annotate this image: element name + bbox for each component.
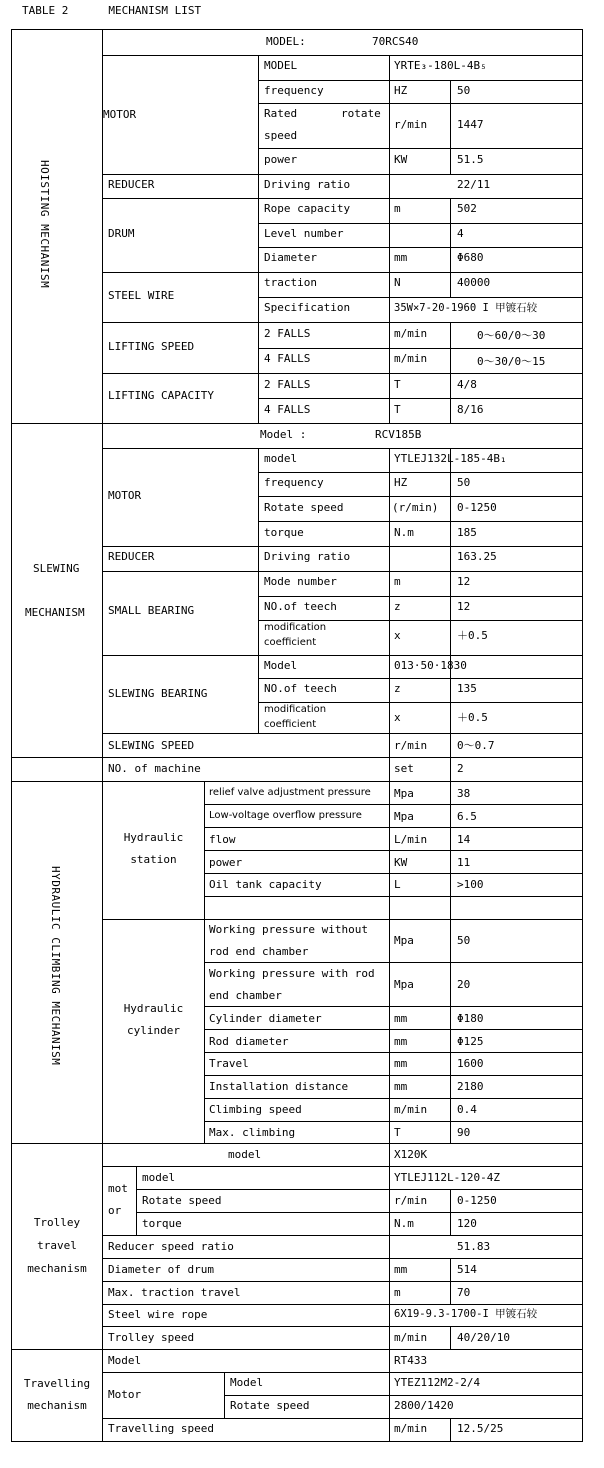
travelling-model-value: RT433 [394,1354,428,1367]
slewing-section-label-2: MECHANISM [25,606,85,619]
climbing-oil-tank-value: >100 [457,878,484,891]
trolley-max-traction-unit: m [394,1286,401,1299]
slewing-torque-value: 185 [457,526,477,539]
hoisting-diameter-unit: mm [394,251,408,264]
travelling-motor-model-value: YTEZ112M2-2/4 [394,1376,481,1389]
climbing-install-value: 2180 [457,1080,484,1093]
trolley-speed-unit: m/min [394,1331,428,1344]
climbing-rod-diameter-unit: mm [394,1035,408,1048]
hoisting-frequency-unit: HZ [394,84,408,97]
machine-value: 2 [457,762,464,775]
hoisting-falls2-cap-label: 2 FALLS [264,378,311,391]
climbing-lowvolt-label: Low-voltage overflow pressure [209,810,362,821]
slewing-sb-model-value: 013·50·1830 [394,659,467,672]
hoisting-rated-value: 1447 [457,118,484,131]
climbing-oil-tank-label: Oil tank capacity [209,878,322,891]
climbing-travel-value: 1600 [457,1057,484,1070]
hoisting-diameter-label: Diameter [264,251,317,264]
trolley-speed-label: Trolley speed [108,1331,195,1344]
trolley-drum-diameter-unit: mm [394,1263,408,1276]
slewing-section-label-1: SLEWING [33,562,80,575]
climbing-climb-speed-value: 0.4 [457,1103,477,1116]
slewing-rotate-speed-value: 0-1250 [457,501,497,514]
slewing-speed-unit: r/min [394,739,428,752]
slewing-torque-label: torque [264,526,304,539]
slewing-mode-number-label: Mode number [264,575,337,588]
hoisting-lifting-capacity-label: LIFTING CAPACITY [108,389,214,402]
hoisting-specification-label: Specification [264,301,351,314]
hoisting-motor-model-value: YRTE₃-180L-4B₅ [394,59,487,72]
trolley-model-value: X120K [394,1148,428,1161]
slewing-motor-model-label: model [264,452,298,465]
climbing-wp-with-unit: Mpa [394,978,414,991]
climbing-power-unit: KW [394,856,408,869]
hoisting-rated-label-2: rotate [341,107,381,120]
trolley-drum-diameter-label: Diameter of drum [108,1263,214,1276]
climbing-install-unit: mm [394,1080,408,1093]
trolley-speed-value: 40/20/10 [457,1331,510,1344]
trolley-model-label: model [228,1148,262,1161]
travelling-motor-model-label: Model [230,1376,264,1389]
climbing-lowvolt-value: 6.5 [457,810,477,823]
hoisting-falls2-cap-value: 4/8 [457,378,477,391]
table-number: TABLE 2 [22,4,69,17]
trolley-rotate-speed-unit: r/min [394,1194,428,1207]
climbing-cyl-diameter-label: Cylinder diameter [209,1012,322,1025]
hoisting-section-label: HOISTING MECHANISM [38,160,51,289]
climbing-flow-value: 14 [457,833,471,846]
hoisting-falls4-cap-value: 8/16 [457,403,484,416]
slewing-modification-value: ＋0.5 [457,629,488,642]
trolley-section-label-2: travel [37,1239,77,1252]
travelling-rotate-speed-label: Rotate speed [230,1399,310,1412]
hoisting-rope-capacity-label: Rope capacity [264,202,351,215]
travelling-model-label: Model [108,1354,142,1367]
trolley-max-traction-value: 70 [457,1286,471,1299]
slewing-sb-teech-value: 135 [457,682,477,695]
hoisting-power-value: 51.5 [457,153,484,166]
trolley-motor-label-1: mot [108,1182,128,1195]
slewing-modification-label-1: modification [264,622,327,633]
climbing-cylinder-label-1: Hydraulic [123,1002,184,1015]
travelling-speed-label: Travelling speed [108,1422,214,1435]
slewing-sb-mod-value: ＋0.5 [457,711,488,724]
climbing-wp-without-label-1: Working pressure without [209,923,368,936]
travelling-motor-label: Motor [108,1388,142,1401]
hoisting-rated-label-1: Rated [264,107,298,120]
trolley-section-label-3: mechanism [27,1262,87,1275]
trolley-motor-model-value: YTLEJ112L-120-4Z [394,1171,500,1184]
trolley-reducer-ratio-label: Reducer speed ratio [108,1240,234,1253]
hoisting-level-number-label: Level number [264,227,344,240]
travelling-section-label-2: mechanism [27,1399,87,1412]
slewing-teech-label: NO.of teech [264,600,337,613]
hoisting-model-value: 70RCS40 [372,35,419,48]
climbing-power-value: 11 [457,856,471,869]
hoisting-rope-capacity-unit: m [394,202,401,215]
trolley-rotate-speed-label: Rotate speed [142,1194,222,1207]
hoisting-reducer-label: REDUCER [108,178,155,191]
slewing-mode-number-value: 12 [457,575,471,588]
climbing-station-label-2: station [130,853,177,866]
climbing-cylinder-label-2: cylinder [127,1024,180,1037]
climbing-max-climb-label: Max. climbing [209,1126,296,1139]
hoisting-rated-unit: r/min [394,118,428,131]
hoisting-driving-ratio-value: 22/11 [457,178,491,191]
climbing-cyl-diameter-unit: mm [394,1012,408,1025]
slewing-rotate-speed-label: Rotate speed [264,501,344,514]
trolley-rotate-speed-value: 0-1250 [457,1194,497,1207]
hoisting-falls2-speed-unit: m/min [394,327,428,340]
hoisting-frequency-value: 50 [457,84,471,97]
trolley-torque-unit: N.m [394,1217,414,1230]
slewing-sb-mod-unit: x [394,711,401,724]
climbing-power-label: power [209,856,243,869]
travelling-rotate-speed-value: 2800/1420 [394,1399,454,1412]
hoisting-drum-label: DRUM [108,227,135,240]
slewing-model-value: RCV185B [375,428,422,441]
slewing-sb-mod-label-1: modification [264,704,327,715]
hoisting-traction-label: traction [264,276,317,289]
slewing-mode-number-unit: m [394,575,401,588]
hoisting-falls4-cap-label: 4 FALLS [264,403,311,416]
climbing-wp-with-label-2: end chamber [209,989,282,1002]
slewing-modification-label-2: coefficient [264,637,317,648]
climbing-climb-speed-label: Climbing speed [209,1103,302,1116]
hoisting-power-label: power [264,153,298,166]
trolley-motor-label-2: or [108,1204,122,1217]
climbing-rod-diameter-label: Rod diameter [209,1035,289,1048]
climbing-flow-unit: L/min [394,833,428,846]
travelling-speed-unit: m/min [394,1422,428,1435]
hoisting-falls4-cap-unit: T [394,403,401,416]
slewing-speed-value: 0～0.7 [457,739,495,752]
trolley-drum-diameter-value: 514 [457,1263,477,1276]
climbing-station-label-1: Hydraulic [123,831,184,844]
slewing-modification-unit: x [394,629,401,642]
hoisting-rated-label-3: speed [264,129,298,142]
climbing-wp-with-label-1: Working pressure with rod [209,967,375,980]
hoisting-motor-label: MOTOR [103,108,137,121]
slewing-frequency-unit: HZ [394,476,408,489]
slewing-torque-unit: N.m [394,526,414,539]
slewing-teech-value: 12 [457,600,471,613]
trolley-torque-label: torque [142,1217,182,1230]
slewing-slewing-bearing-label: SLEWING BEARING [108,687,208,700]
hoisting-driving-ratio-label: Driving ratio [264,178,351,191]
slewing-motor-label: MOTOR [108,489,142,502]
hoisting-traction-value: 40000 [457,276,491,289]
slewing-sb-mod-label-2: coefficient [264,719,317,730]
climbing-wp-without-label-2: rod end chamber [209,945,309,958]
hoisting-rope-capacity-value: 502 [457,202,477,215]
slewing-frequency-value: 50 [457,476,471,489]
machine-label: NO. of machine [108,762,201,775]
trolley-reducer-ratio-value: 51.83 [457,1240,491,1253]
hoisting-specification-value: 35W×7-20-1960 I 甲镀石较 [394,302,538,314]
hoisting-falls4-speed-unit: m/min [394,352,428,365]
trolley-motor-model-label: model [142,1171,176,1184]
hoisting-falls2-speed-value: 0～60/0～30 [477,329,546,342]
hoisting-falls4-speed-value: 0～30/0～15 [477,355,546,368]
table-title: MECHANISM LIST [108,4,202,17]
climbing-cyl-diameter-value: Φ180 [457,1012,484,1025]
climbing-relief-value: 38 [457,787,471,800]
trolley-max-traction-label: Max. traction travel [108,1286,241,1299]
slewing-sb-teech-label: NO.of teech [264,682,337,695]
hoisting-lifting-speed-label: LIFTING SPEED [108,340,195,353]
slewing-speed-label: SLEWING SPEED [108,739,195,752]
machine-unit: set [394,762,414,775]
slewing-teech-unit: z [394,600,401,613]
slewing-frequency-label: frequency [264,476,324,489]
trolley-section-label-1: Trolley [33,1216,81,1229]
climbing-oil-tank-unit: L [394,878,401,891]
climbing-wp-with-value: 20 [457,978,471,991]
hoisting-motor-model-label: MODEL [264,59,298,72]
climbing-travel-label: Travel [209,1057,249,1070]
slewing-driving-ratio-label: Driving ratio [264,550,351,563]
hoisting-model-label: MODEL: [266,35,306,48]
slewing-motor-model-value: YTLEJ132L-185-4B₁ [394,452,507,465]
hoisting-traction-unit: N [394,276,401,289]
hoisting-falls2-cap-unit: T [394,378,401,391]
hoisting-falls2-speed-label: 2 FALLS [264,327,311,340]
slewing-small-bearing-label: SMALL BEARING [108,604,195,617]
trolley-wire-rope-value: 6X19-9.3-1700-I 甲镀石较 [394,1308,538,1320]
travelling-speed-value: 12.5/25 [457,1422,504,1435]
climbing-section-label: HYDRAULIC CLIMBING MECHANISM [49,866,62,1066]
climbing-rod-diameter-value: Φ125 [457,1035,484,1048]
climbing-relief-unit: Mpa [394,787,414,800]
climbing-max-climb-unit: T [394,1126,401,1139]
climbing-wp-without-value: 50 [457,934,471,947]
slewing-sb-model-label: Model [264,659,298,672]
climbing-max-climb-value: 90 [457,1126,471,1139]
trolley-torque-value: 120 [457,1217,477,1230]
climbing-climb-speed-unit: m/min [394,1103,428,1116]
climbing-relief-label: relief valve adjustment pressure [209,787,371,798]
slewing-model-label: Model : [260,428,307,441]
climbing-flow-label: flow [209,833,236,846]
climbing-wp-without-unit: Mpa [394,934,414,947]
hoisting-diameter-value: Φ680 [457,251,484,264]
hoisting-frequency-label: frequency [264,84,324,97]
hoisting-steel-wire-label: STEEL WIRE [108,289,175,302]
slewing-reducer-label: REDUCER [108,550,155,563]
hoisting-falls4-speed-label: 4 FALLS [264,352,311,365]
hoisting-power-unit: KW [394,153,408,166]
climbing-install-label: Installation distance [209,1080,349,1093]
slewing-driving-ratio-value: 163.25 [457,550,497,563]
slewing-rotate-speed-unit: (r/min) [392,501,439,514]
climbing-travel-unit: mm [394,1057,408,1070]
trolley-wire-rope-label: Steel wire rope [108,1308,208,1321]
hoisting-level-number-value: 4 [457,227,464,240]
travelling-section-label-1: Travelling [23,1377,91,1390]
slewing-sb-teech-unit: z [394,682,401,695]
climbing-lowvolt-unit: Mpa [394,810,414,823]
